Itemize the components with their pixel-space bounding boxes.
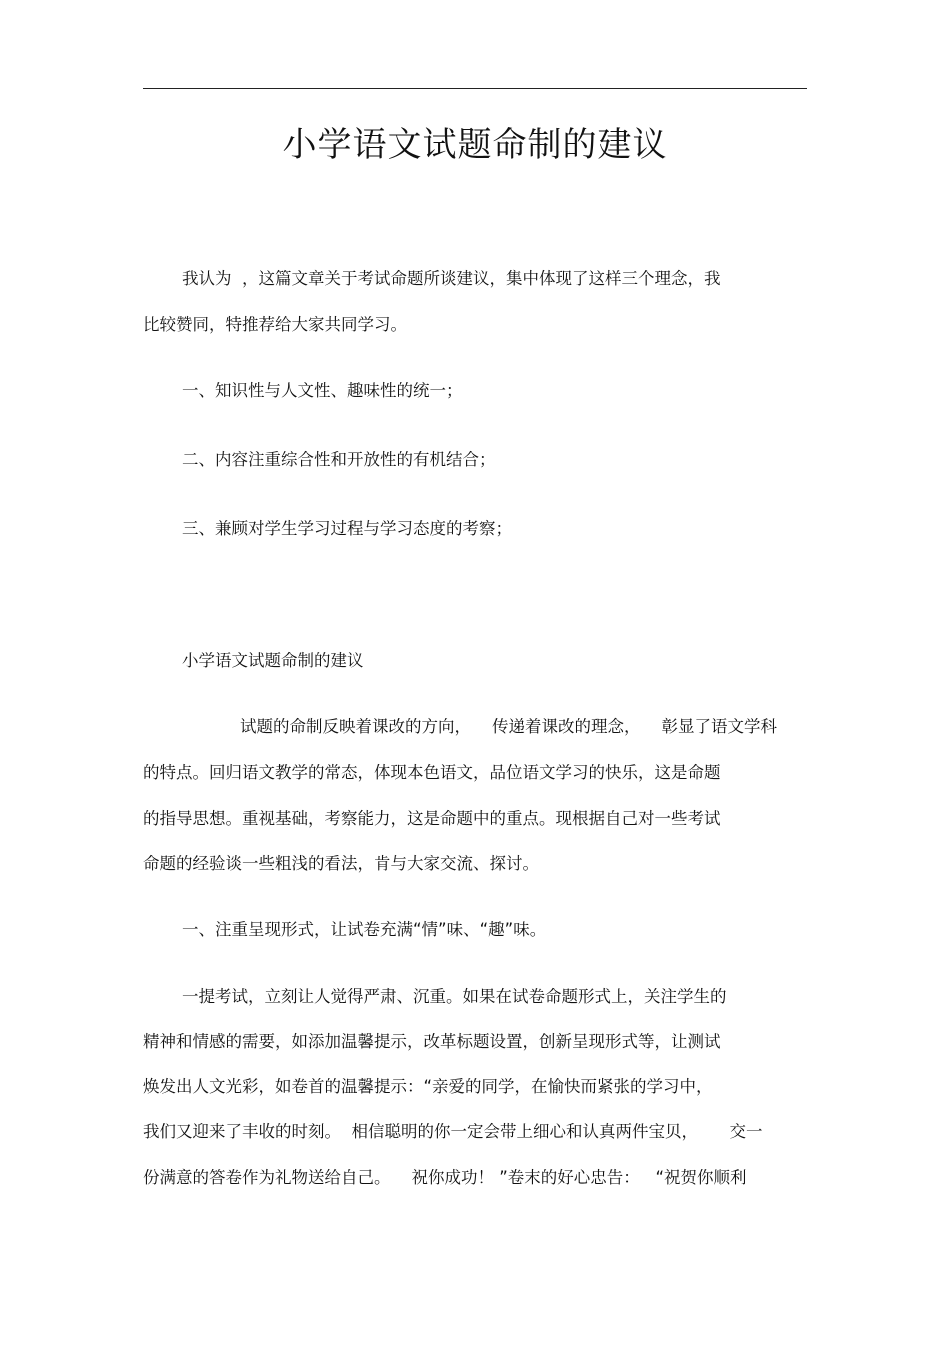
principle-item: 二、内容注重综合性和开放性的有机结合； bbox=[182, 450, 496, 469]
section-title: 小学语文试题命制的建议 bbox=[182, 651, 364, 670]
paragraph-line: 份满意的答卷作为礼物送给自己。 祝你成功！ ”卷末的好心忠告： “祝贺你顺利 bbox=[143, 1168, 747, 1187]
paragraph-line: 焕发出人文光彩，如卷首的温馨提示：“亲爱的同学，在愉快而紧张的学习中， bbox=[143, 1077, 713, 1096]
document-title: 小学语文试题命制的建议 bbox=[282, 125, 668, 165]
intro-line: 我认为 ，这篇文章关于考试命题所谈建议，集中体现了这样三个理念，我 bbox=[182, 269, 721, 288]
intro-line: 比较赞同，特推荐给大家共同学习。 bbox=[143, 315, 407, 334]
paragraph-line: 的指导思想。重视基础，考察能力，这是命题中的重点。现根据自己对一些考试 bbox=[143, 809, 721, 828]
paragraph-line: 精神和情感的需要，如添加温馨提示，改革标题设置，创新呈现形式等，让测试 bbox=[143, 1032, 721, 1051]
principle-item: 三、兼顾对学生学习过程与学习态度的考察； bbox=[182, 519, 512, 538]
paragraph-line: 一提考试，立刻让人觉得严肃、沉重。如果在试卷命题形式上，关注学生的 bbox=[182, 987, 727, 1006]
header-rule bbox=[143, 88, 807, 89]
paragraph-line: 的特点。回归语文教学的常态，体现本色语文，品位语文学习的快乐，这是命题 bbox=[143, 763, 721, 782]
paragraph-line: 我们又迎来了丰收的时刻。 相信聪明的你一定会带上细心和认真两件宝贝， 交一 bbox=[143, 1122, 763, 1141]
paragraph-line: 命题的经验谈一些粗浅的看法，肯与大家交流、探讨。 bbox=[143, 854, 539, 873]
section-heading: 一、注重呈现形式，让试卷充满“情”味、“趣”味。 bbox=[182, 920, 547, 939]
principle-item: 一、知识性与人文性、趣味性的统一； bbox=[182, 381, 463, 400]
paragraph-line: 试题的命制反映着课改的方向， 传递着课改的理念， 彰显了语文学科 bbox=[240, 717, 777, 736]
